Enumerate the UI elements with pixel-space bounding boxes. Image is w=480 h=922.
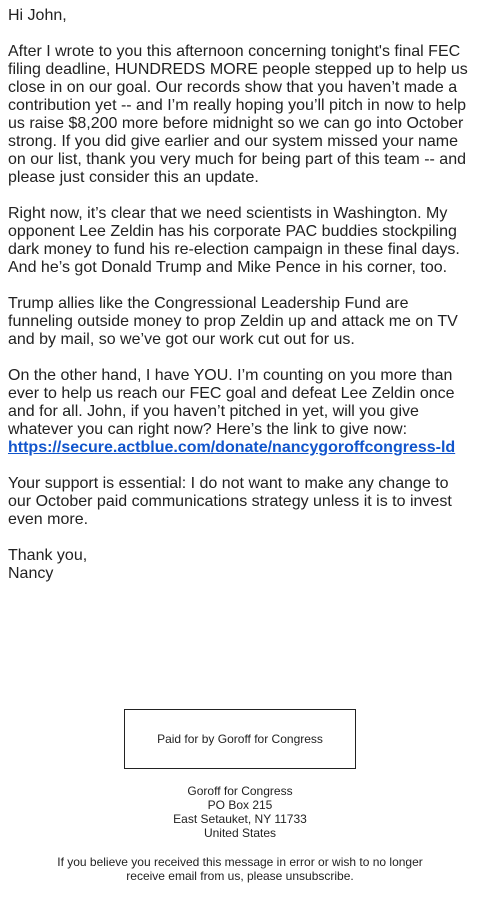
address-org: Goroff for Congress: [187, 784, 293, 798]
greeting: Hi John,: [8, 7, 67, 24]
paragraph-allies: Trump allies like the Congressional Leadership Fund are funneling outside money to prop Zeldin up and attack me on TV and by mail, so we’ve got our work cut out for us.: [8, 295, 458, 348]
closing: Thank you,: [8, 547, 88, 564]
unsubscribe-notice[interactable]: If you believe you received this message in error or wish to no longer receive email from us, please unsubscribe.: [57, 855, 423, 883]
paragraph-ask: [8, 367, 472, 457]
address-country: United States: [203, 826, 277, 840]
mailing-address: [0, 784, 480, 840]
paragraph-intro: After I wrote to you this afternoon concerning tonight's final FEC filing deadline, HUNDREDS MORE people stepped up to help us close in on our goal. Our records show that you haven’t made a contribution yet -- and I’m really hoping you’ll pitch in now to help us raise $8,200 more before midnight so we can go into October strong. If you did give earlier and our system missed your name on our list, thank you very much for being part of this team -- and please just consider this an update.: [8, 43, 468, 186]
email-body: [8, 7, 472, 601]
paid-for-text: Paid for by Goroff for Congress: [157, 732, 323, 746]
signature: Nancy: [8, 565, 54, 582]
address-line2: East Setauket, NY 11733: [173, 812, 307, 826]
donate-link[interactable]: https://secure.actblue.com/donate/nancygoroffcongress-ld: [8, 439, 456, 456]
paragraph-support: Your support is essential: I do not want to make any change to our October paid communications strategy unless it is to invest even more.: [8, 475, 452, 528]
sign-off: [8, 547, 472, 583]
address-line1: PO Box 215: [207, 798, 273, 812]
paragraph-opponent: Right now, it’s clear that we need scientists in Washington. My opponent Lee Zeldin has his corporate PAC buddies stockpiling dark money to fund his re-election campaign in these final days. And he’s got Donald Trump and Mike Pence in his corner, too.: [8, 205, 460, 276]
paid-for-disclaimer: [124, 709, 356, 769]
ask-text: On the other hand, I have YOU. I’m counting on you more than ever to help us reach our FEC goal and defeat Lee Zeldin once and for all. John, if you haven’t pitched in yet, will you give whatever you can right now? Here’s the link to give now:: [8, 367, 455, 438]
